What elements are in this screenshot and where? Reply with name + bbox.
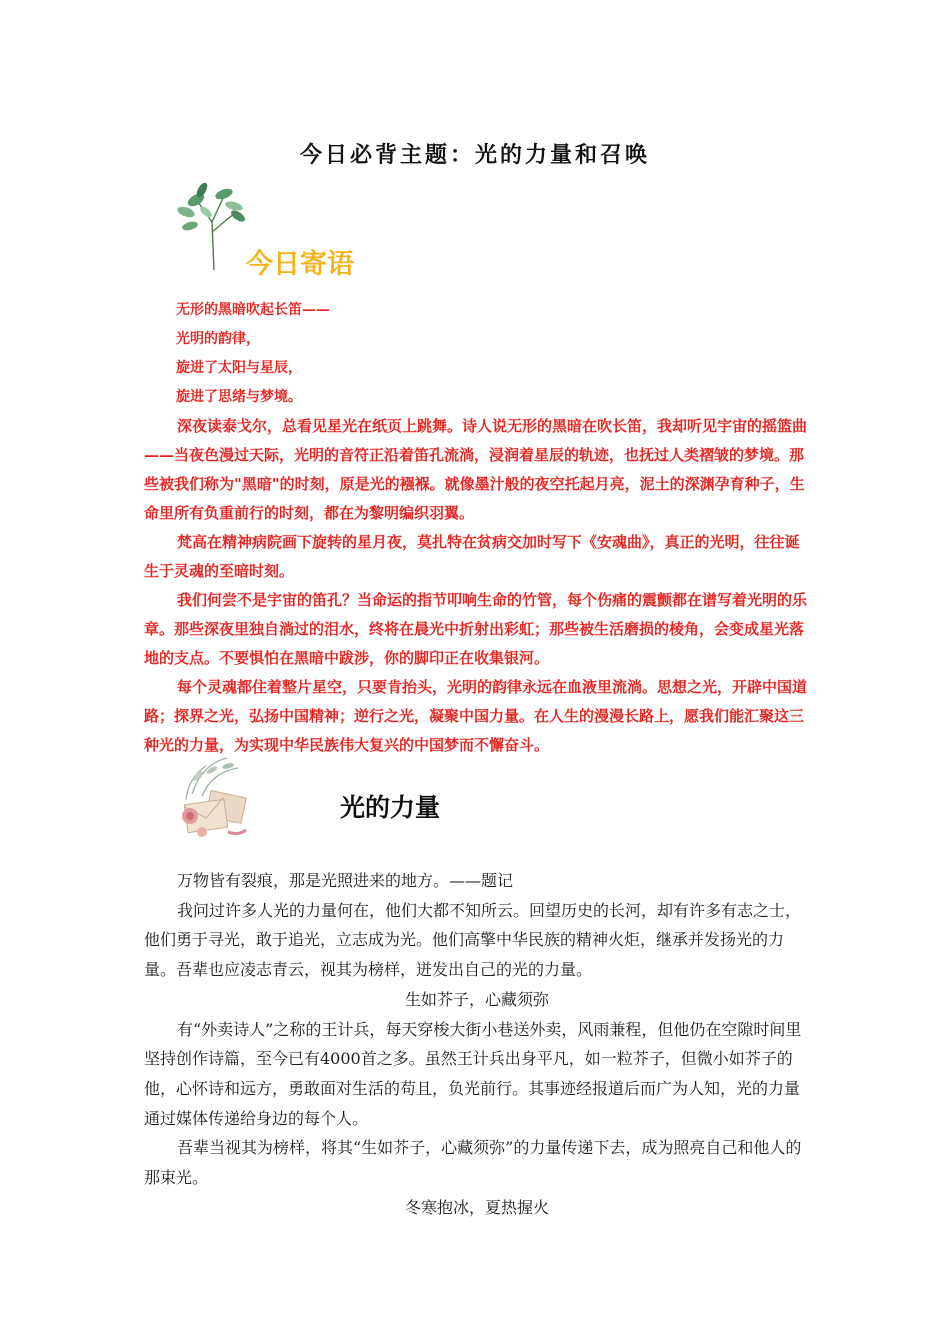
section-heading-daily-message: 今日寄语	[246, 249, 354, 280]
essay-paragraph: 我问过许多人光的力量何在，他们大都不知所云。回望历史的长河，却有许多有志之士，他们勇于寻光，敢于追光，立志成为光。他们高擎中华民族的精神火炬，继承并发扬光的力量。吾辈也应凌志青云，视其为榜样，迸发出自己的光的力量。	[144, 900, 802, 980]
envelope-flowers-icon	[172, 754, 252, 846]
epigraph: 万物皆有裂痕，那是光照进来的地方。——题记	[177, 871, 514, 890]
message-paragraph: 梵高在精神病院画下旋转的星月夜，莫扎特在贫病交加时写下《安魂曲》，真正的光明，往往诞生于灵魂的至暗时刻。	[144, 533, 800, 580]
message-paragraph: 我们何尝不是宇宙的笛孔？当命运的指节叩响生命的竹管，每个伤痛的震颤都在谱写着光明的乐章。那些深夜里独自淌过的泪水，终将在晨光中折射出彩虹；那些被生活磨损的棱角，会变成星光落地的支点。不要惧怕在黑暗中跋涉，你的脚印正在收集银河。	[144, 591, 808, 667]
poem-line: 旋进了太阳与星辰，	[176, 360, 302, 376]
message-paragraph: 深夜读泰戈尔，总看见星光在纸页上跳舞。诗人说无形的黑暗在吹长笛，我却听见宇宙的摇篮曲——当夜色漫过天际，光明的音符正沿着笛孔流淌，浸润着星辰的轨迹，也抚过人类褶皱的梦境。那些被我们称为"黑暗"的时刻，原是光的襁褓。就像墨汁般的夜空托起月亮，泥土的深渊孕育种子，生命里所有负重前行的时刻，都在为黎明编织羽翼。	[144, 417, 808, 522]
essay-body	[144, 866, 810, 1222]
poem-line: 光明的韵律，	[176, 331, 260, 347]
daily-message-block	[144, 296, 810, 760]
page-title: 今日必背主题：光的力量和召唤	[299, 142, 650, 168]
plant-leaves-icon	[176, 182, 246, 272]
essay-paragraph: 有“外卖诗人”之称的王计兵，每天穿梭大街小巷送外卖，风雨兼程，但他仍在空隙时间里坚持创作诗篇，至今已有4000首之多。虽然王计兵出身平凡，如一粒芥子，但微小如芥子的他，心怀诗和远方，勇敢面对生活的苟且，负光前行。其事迹经报道后而广为人知，光的力量通过媒体传递给身边的每个人。	[144, 1019, 802, 1128]
poem-line: 无形的黑暗吹起长笛——	[176, 302, 330, 318]
essay-paragraph: 吾辈当视其为榜样，将其“生如芥子，心藏须弥”的力量传递下去，成为照亮自己和他人的那束光。	[144, 1138, 802, 1188]
poem-line: 旋进了思绪与梦境。	[176, 389, 302, 405]
section-heading-power-of-light: 光的力量	[340, 793, 441, 822]
essay-subheading: 冬寒抱冰，夏热握火	[404, 1197, 549, 1217]
message-paragraph: 每个灵魂都住着整片星空，只要肯抬头，光明的韵律永远在血液里流淌。思想之光，开辟中国道路；探界之光，弘扬中国精神；逆行之光，凝聚中国力量。在人生的漫漫长路上，愿我们能汇聚这三种光的力量，为实现中华民族伟大复兴的中国梦而不懈奋斗。	[144, 678, 808, 754]
essay-subheading: 生如芥子，心藏须弥	[404, 989, 549, 1009]
